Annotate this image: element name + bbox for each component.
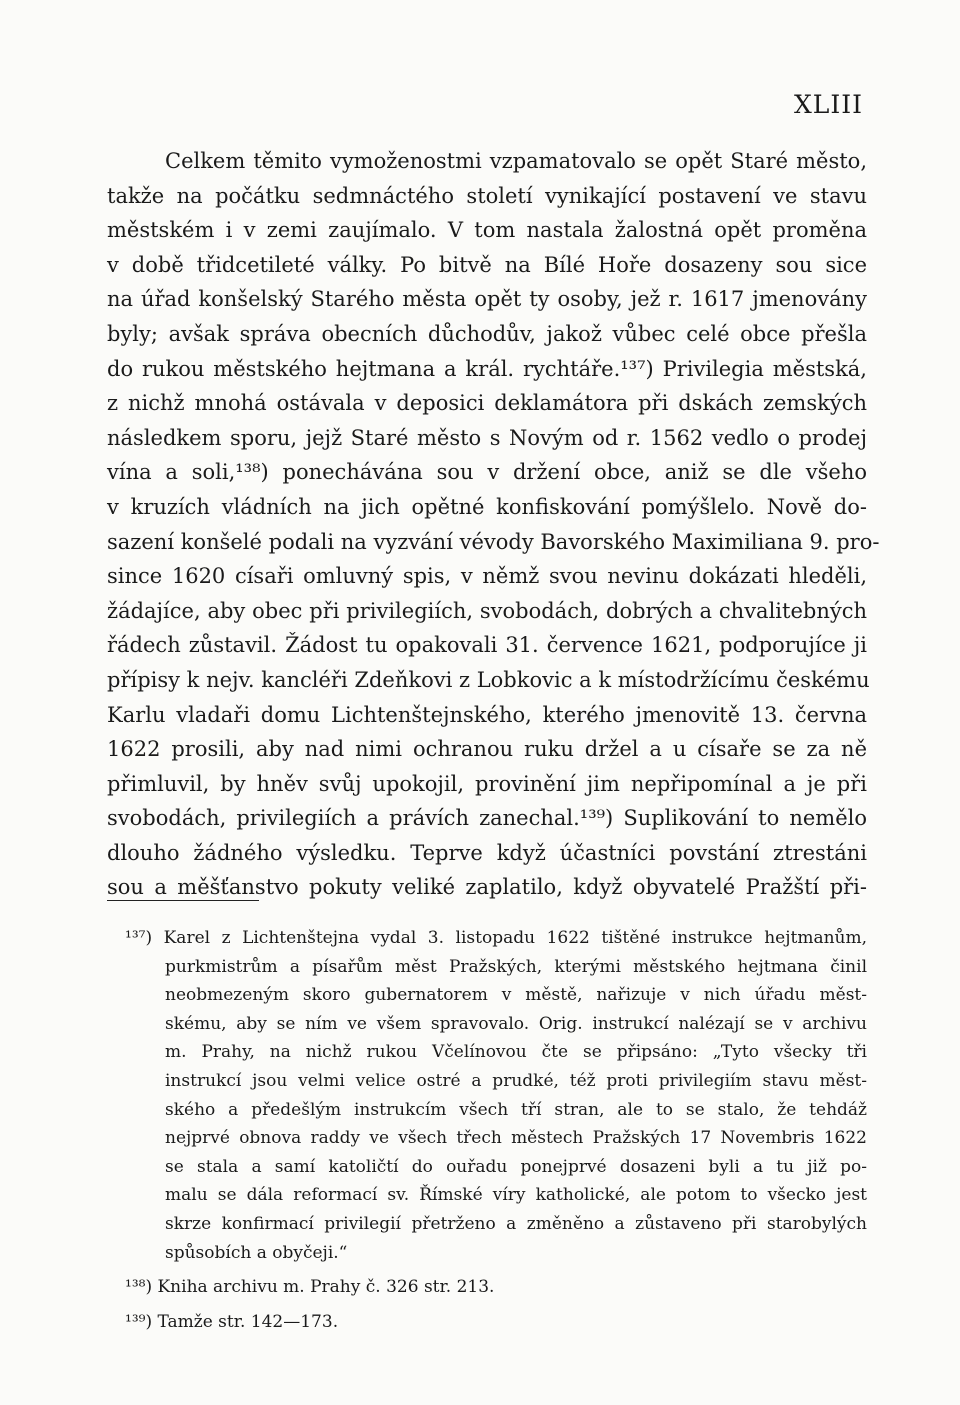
footnote-line: spůsobích a obyčeji.“ [165,1242,348,1263]
footnote-divider [107,900,259,901]
text-line: z nichž mnohá ostávala v deposici deklamátora při dskách zemských [107,391,867,416]
footnote-line: purkmistrům a písařům měst Pražských, kterými městského hejtmana činil [165,956,867,977]
text-line: řádech zůstavil. Žádost tu opakovali 31. července 1621, podporujíce ji [107,633,867,658]
footnote-line: instrukcí jsou velmi velice ostré a prudké, též proti privilegiím stavu měst- [165,1070,867,1091]
footnote-139: ¹³⁹) Tamže str. 142—173. [125,1311,339,1332]
text-line: svobodách, privilegiích a právích zanechal.¹³⁹) Suplikování to nemělo [107,806,867,831]
text-line: Karlu vladaři domu Lichtenštejnského, kterého jmenovitě 13. června [107,702,867,727]
text-line: vína a soli,¹³⁸) ponechávána sou v držení obce, aniž se dle všeho [107,460,867,485]
footnote-line: ského a předešlým instrukcím všech tří stran, ale to se stalo, že tehdáž [165,1099,867,1120]
text-line: následkem sporu, jejž Staré město s Novým od r. 1562 vedlo o prodej [107,425,867,450]
footnote-line: ¹³⁷) Karel z Lichtenštejna vydal 3. listopadu 1622 tištěné instrukce hejtmanům, [125,928,867,948]
text-line: na úřad konšelský Starého města opět ty osoby, jež r. 1617 jmenovány [107,287,867,312]
text-line: do rukou městského hejtmana a král. rychtáře.¹³⁷) Privilegia městská, [107,356,867,381]
text-line: Celkem těmito vymoženostmi vzpamatovalo se opět Staré město, [165,149,867,173]
text-line: přimluvil, by hněv svůj upokojil, provinění jim nepřipomínal a je při [107,771,867,796]
text-line: 1622 prosili, aby nad nimi ochranou ruku držel a u císaře se za ně [107,737,867,762]
page-number: XLIII [793,90,863,119]
text-line: městském i v zemi zaujímalo. V tom nastala žalostná opět proměna [107,218,867,243]
text-line: takže na počátku sedmnáctého století vynikající postavení ve stavu [107,183,867,208]
text-line: žádajíce, aby obec při privilegiích, svobodách, dobrých a chvalitebných [107,598,867,623]
footnote-line: m. Prahy, na nichž rukou Včelínovou čte se připsáno: „Tyto všecky tři [165,1042,867,1063]
footnote-line: nejprvé obnova raddy ve všech třech městech Pražských 17 Novembris 1622 [165,1128,867,1149]
footnotes [107,924,867,1336]
text-line: sazení konšelé podali na vyzvání vévody Bavorského Maximiliana 9. pro- [107,529,880,554]
footnote-line: skému, aby se ním ve všem spravovalo. Orig. instrukcí nalézají se v archivu [165,1013,867,1034]
footnote-138: ¹³⁸) Kniha archivu m. Prahy č. 326 str. 213. [125,1277,495,1298]
text-line: byly; avšak správa obecních důchodův, jakož vůbec celé obce přešla [107,321,867,346]
footnote-line: skrze konfirmací privilegií přetrženo a změněno a zůstaveno při starobylých [165,1213,867,1234]
footnote-137 [107,924,867,1267]
main-text [107,144,880,905]
text-line: since 1620 císaři omluvný spis, v němž svou nevinu dokázati hleděli, [107,564,867,589]
text-line: v kruzích vládních na jich opětné konfiskování pomýšlelo. Nově do- [107,494,867,519]
footnote-line: se stala a samí katoličtí do ouřadu ponejprvé dosazeni byli a tu již po- [165,1156,867,1177]
text-line: v době třidcetileté války. Po bitvě na Bílé Hoře dosazeny sou sice [107,252,867,277]
footnote-line: neobmezeným skoro gubernatorem v městě, nařizuje v nich úřadu měst- [165,985,867,1006]
text-line: sou a měšťanstvo pokuty veliké zaplatilo, když obyvatelé Pražští při- [107,875,867,900]
text-line: přípisy k nejv. kancléři Zdeňkovi z Lobkovic a k místodržícímu českému [107,667,870,692]
footnote-line: malu se dála reformací sv. Římské víry katholické, ale potom to všecko jest [165,1185,867,1206]
text-line: dlouho žádného výsledku. Teprve když účastníci povstání ztrestáni [107,840,867,865]
